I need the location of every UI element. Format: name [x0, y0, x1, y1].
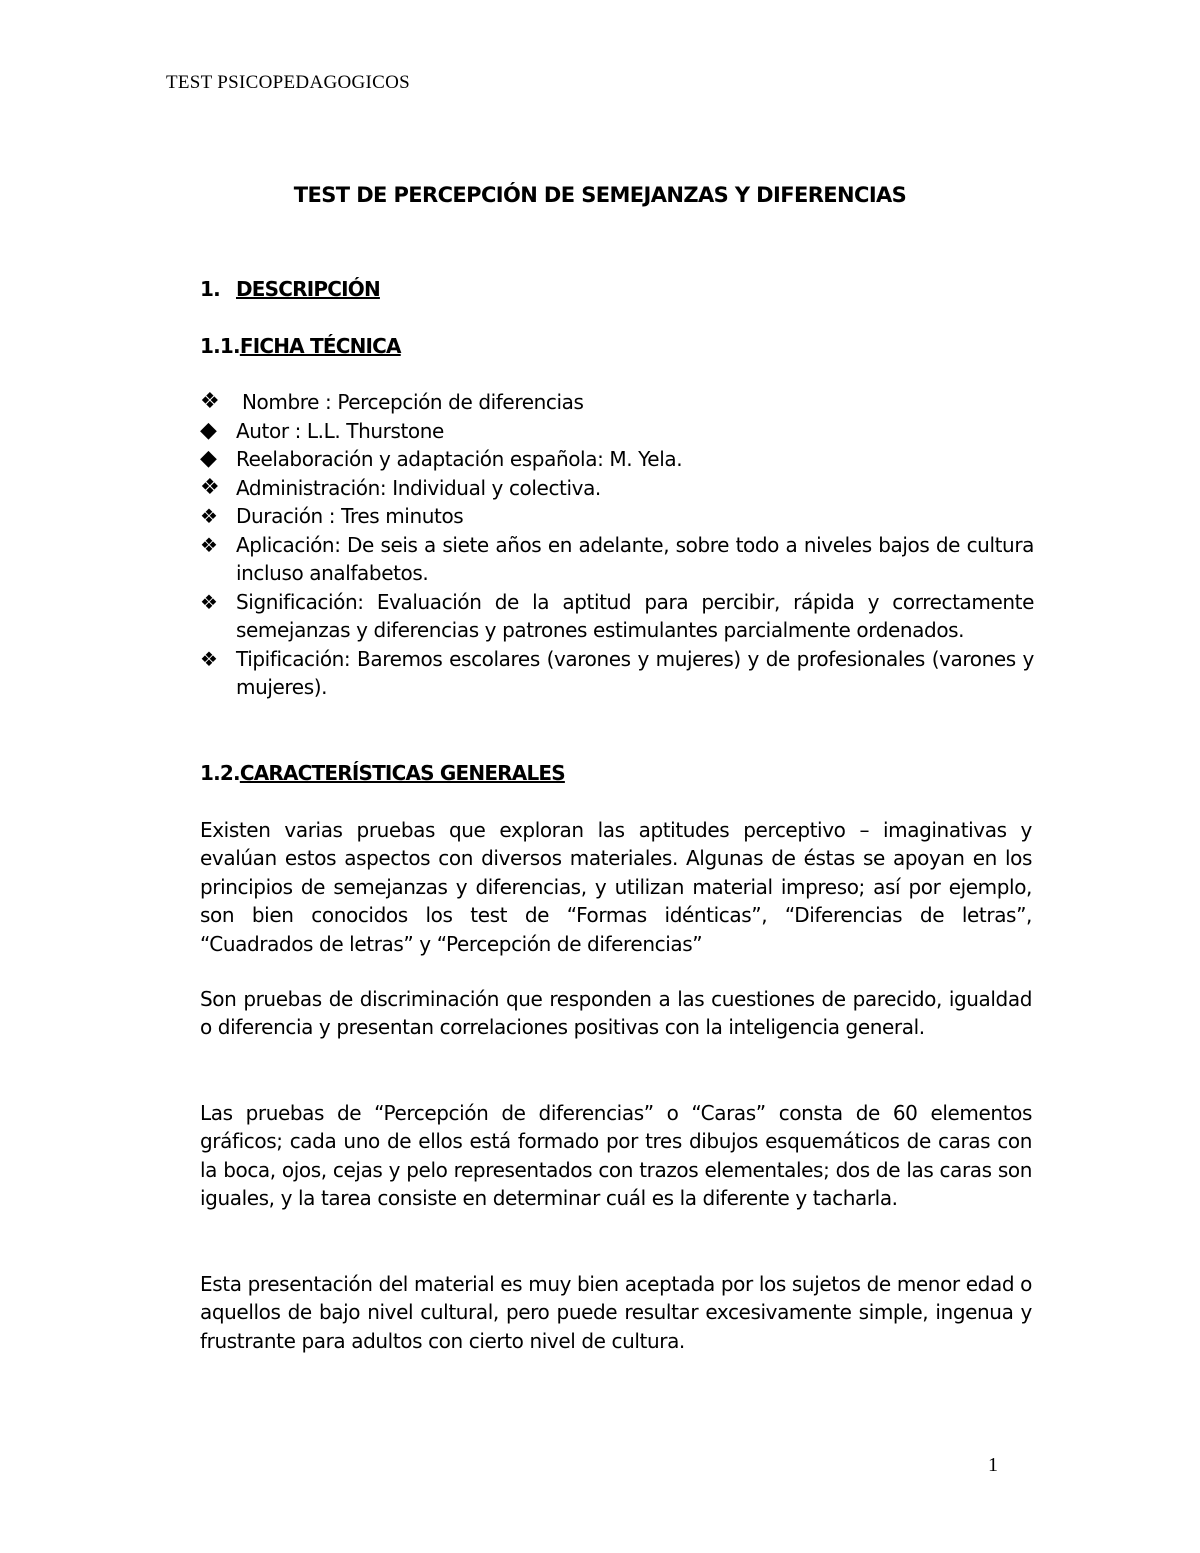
list-item-text: Autor : L.L. Thurstone [236, 418, 444, 443]
diamond-bullet-icon: ❖ [200, 474, 220, 500]
list-item [200, 531, 1034, 588]
list-item-text: Administración: Individual y colectiva. [236, 475, 601, 500]
list-item-text: Duración : Tres minutos [236, 504, 464, 528]
body-paragraph: Existen varias pruebas que exploran las aptitudes perceptivo – imaginativas y evalúan estos aspectos con diversos materiales. Algunas de éstas se apoyan en los principios de semejanzas y diferencias, y utilizan material impreso; así por ejemplo, son bien conocidos los test de “Formas idénticas”, “Diferencias de letras”, “Cuadrados de letras” y “Percepción de diferencias” [200, 818, 1032, 956]
body-paragraph: Las pruebas de “Percepción de diferencias” o “Caras” consta de 60 elementos gráficos; cada uno de ellos está formado por tres dibujos esquemáticos de caras con la boca, ojos, cejas y pelo representados con trazos elementales; dos de las caras son iguales, y la tarea consiste en determinar cuál es la diferente y tacharla. [200, 1101, 1032, 1211]
diamond-bullet-icon: ❖ [200, 504, 218, 528]
section-number: 1.1. [200, 334, 240, 358]
diamond-bullet-icon: ❖ [200, 532, 218, 557]
running-header: TEST PSICOPEDAGOGICOS [166, 72, 411, 93]
diamond-bullet-icon: ◆ [200, 417, 217, 443]
body-paragraph: Son pruebas de discriminación que responden a las cuestiones de parecido, igualdad o diferencia y presentan correlaciones positivas con la inteligencia general. [200, 987, 1032, 1040]
diamond-bullet-icon: ❖ [200, 589, 218, 614]
list-item [200, 502, 1034, 531]
list-item-text: Nombre : Percepción de diferencias [242, 390, 584, 414]
list-item-text: Significación: Evaluación de la aptitud para percibir, rápida y correctamente semejanzas y diferencias y patrones estimulantes parcialmente ordenados. [236, 589, 1034, 642]
section-heading-ficha-tecnica [200, 334, 401, 358]
section-label: CARACTERÍSTICAS GENERALES [239, 761, 565, 785]
section-number: 1.2. [200, 761, 240, 785]
list-item [200, 445, 1034, 474]
ficha-tecnica-list [200, 388, 1034, 702]
body-paragraph: Esta presentación del material es muy bien aceptada por los sujetos de menor edad o aquellos de bajo nivel cultural, pero puede resultar excesivamente simple, ingenua y frustrante para adultos con cierto nivel de cultura. [200, 1272, 1032, 1353]
list-item-text: Tipificación: Baremos escolares (varones y mujeres) y de profesionales (varones y mujeres). [236, 646, 1034, 699]
diamond-bullet-icon: ◆ [200, 446, 217, 471]
section-heading-descripcion [200, 277, 380, 301]
section-label: DESCRIPCIÓN [236, 277, 380, 301]
page-number: 1 [988, 1454, 998, 1476]
diamond-bullet-icon: ❖ [200, 389, 220, 414]
diamond-bullet-icon: ❖ [200, 646, 218, 671]
list-item [200, 645, 1034, 702]
list-item-text: Reelaboración y adaptación española: M. Yela. [236, 447, 683, 471]
list-item [200, 588, 1034, 645]
document-title: TEST DE PERCEPCIÓN DE SEMEJANZAS Y DIFERENCIAS [293, 183, 907, 207]
section-number: 1. [200, 277, 220, 301]
section-heading-caracteristicas [200, 761, 565, 785]
list-item [200, 417, 1034, 446]
list-item-text: Aplicación: De seis a siete años en adelante, sobre todo a niveles bajos de cultura incluso analfabetos. [236, 532, 1034, 585]
section-label: FICHA TÉCNICA [239, 334, 401, 358]
list-item [200, 474, 1034, 503]
list-item [200, 388, 1034, 417]
